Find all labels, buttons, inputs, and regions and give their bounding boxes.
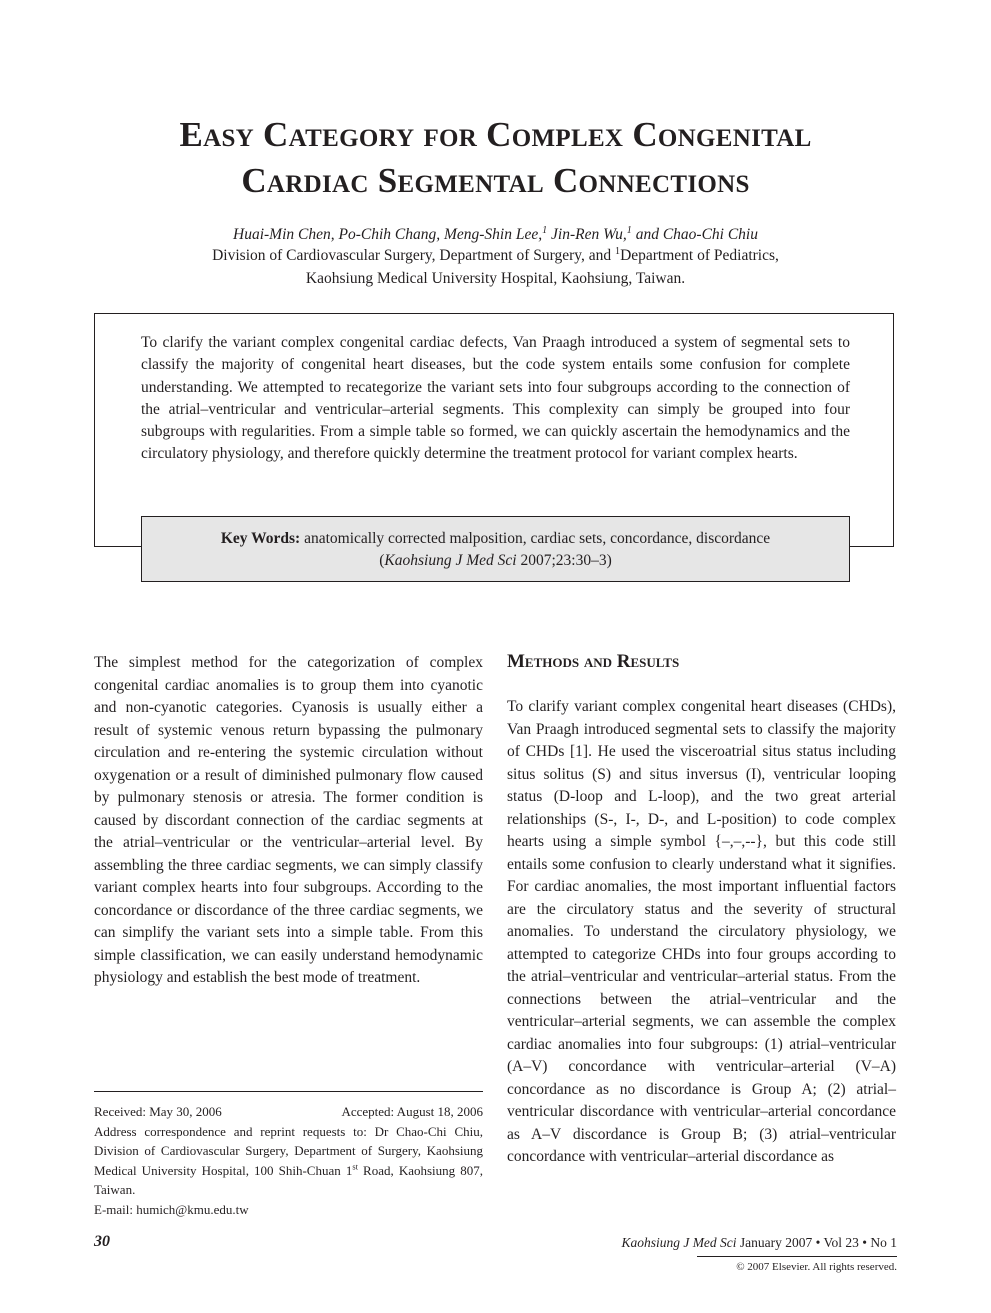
authors-part-3: and Chao-Chi Chiu [631,226,758,243]
footnote-divider [94,1091,483,1092]
address-sup: st [352,1161,358,1172]
affiliation-part-1: Division of Cardiovascular Surgery, Department of Surgery, and [212,247,616,264]
accepted-date: Accepted: August 18, 2006 [341,1104,483,1119]
abstract-text: To clarify the variant complex congenital cardiac defects, Van Praagh introduced a system of segmental sets to classify the majority of congenital heart diseases, but the code system entails some confusion for complete understanding. We attempted to recategorize the variant sets into four subgroups according to the connection of the atrial–ventricular and ventricular–arterial segments. This complexity can simply be grouped into four subgroups with regularities. From a simple table so formed, we can quickly ascertain the hemodynamics and the circulatory physiology, and therefore quickly determine the treatment protocol for variant complex hearts. [141,334,850,463]
address-part-a: Address correspondence and reprint requests to: Dr Chao-Chi Chiu, Division of Cardiovascular Surgery, Department of Surgery, Kaohsiung Medical University Hospital, 100 Shih-Chuan 1 [94,1123,483,1178]
authors-part-2: Jin-Ren Wu, [547,226,627,243]
affiliation [60,244,931,290]
footer-divider [697,1256,897,1257]
affiliation-part-2: Department of Pediatrics, [620,247,779,264]
intro-paragraph: The simplest method for the categorization of complex congenital cardiac anomalies is to group them into cyanotic and non-cyanotic categories. Cyanosis is usually either a result of systemic venous return bypassing the pulmonary circulation and re-entering the systemic circulation without oxygenation or a result of diminished pulmonary flow caused by pulmonary stenosis or atresia. The former condition is caused by discordant connection of the cardiac segments at the atrial–ventricular or the ventricular–arterial level. By assembling the three cardiac segments, we can simply classify variant complex hearts into four subgroups. According to the concordance or discordance of the three cardiac segments, we can simplify the variant sets into a simple table. From this simple classification, we can easily understand hemodynamic physiology and establish the best mode of treatment. [94,654,483,986]
page-number: 30 [94,1233,110,1250]
footer-issue: January 2007 • Vol 23 • No 1 [736,1235,897,1250]
authors-sup-2: 1 [626,224,632,236]
footnote-dates [94,1102,483,1122]
affiliation-line-2: Kaohsiung Medical University Hospital, Kaohsiung, Taiwan. [305,270,686,287]
copyright: © 2007 Elsevier. All rights reserved. [736,1261,897,1273]
correspondence-address [94,1122,483,1200]
keywords-label: Key Words: [220,530,301,547]
citation-open: ( [379,552,385,569]
received-date: Received: May 30, 2006 [94,1104,222,1119]
authors-sup-1: 1 [542,224,548,236]
section-heading-methods: Methods and Results [507,651,680,672]
authors-part-1: Huai-Min Chen, Po-Chih Chang, Meng-Shin Lee, [233,226,543,243]
methods-paragraph: To clarify variant complex congenital heart diseases (CHDs), Van Praagh introduced segmental sets to classify the majority of CHDs [1]. He used the visceroatrial situs status including situs solitus (S) and situs inversus (I), ventricular looping status (D-loop and L-loop), and the two great arterial relationships (S-, I-, D-, and L-position) to code complex hearts using a simple symbol {–,–,--}, but this code still entails some confusion to clearly understand what it signifies. For cardiac anomalies, the most important influential factors are the circulatory status and the severity of structural anomalies. To understand the circulatory physiology, we attempted to categorize CHDs into four groups according to the atrial–ventricular and ventricular–arterial status. From the connections between the atrial–ventricular and the ventricular–arterial segments, we can assemble the complex cardiac anomalies into four subgroups: (1) atrial–ventricular (A–V) concordance with ventricular–arterial (V–A) concordance as no discordance is Group A; (2) atrial–ventricular discordance with ventricular–arterial concordance as A–V discordance is Group B; (3) atrial–ventricular concordance with ventricular–arterial discordance as [507,698,896,1165]
keywords-box [141,516,850,582]
running-footer [621,1235,897,1251]
citation-details: 2007;23:30–3) [516,552,612,569]
title-line-1: Easy Category for Complex Congenital [179,115,812,154]
correspondence-email: E-mail: humich@kmu.edu.tw [94,1201,249,1217]
author-list [60,224,931,246]
affiliation-sup: 1 [615,245,621,257]
address-part-b: Road, Kaohsiung 807, Taiwan. [94,1162,483,1197]
footer-journal: Kaohsiung J Med Sci [621,1235,737,1250]
title-line-2: Cardiac Segmental Connections [241,161,750,200]
article-title [60,112,931,204]
keywords-text: anatomically corrected malposition, cardiac sets, concordance, discordance [300,530,771,547]
citation-journal: Kaohsiung J Med Sci [384,552,517,569]
footnote [94,1102,483,1219]
